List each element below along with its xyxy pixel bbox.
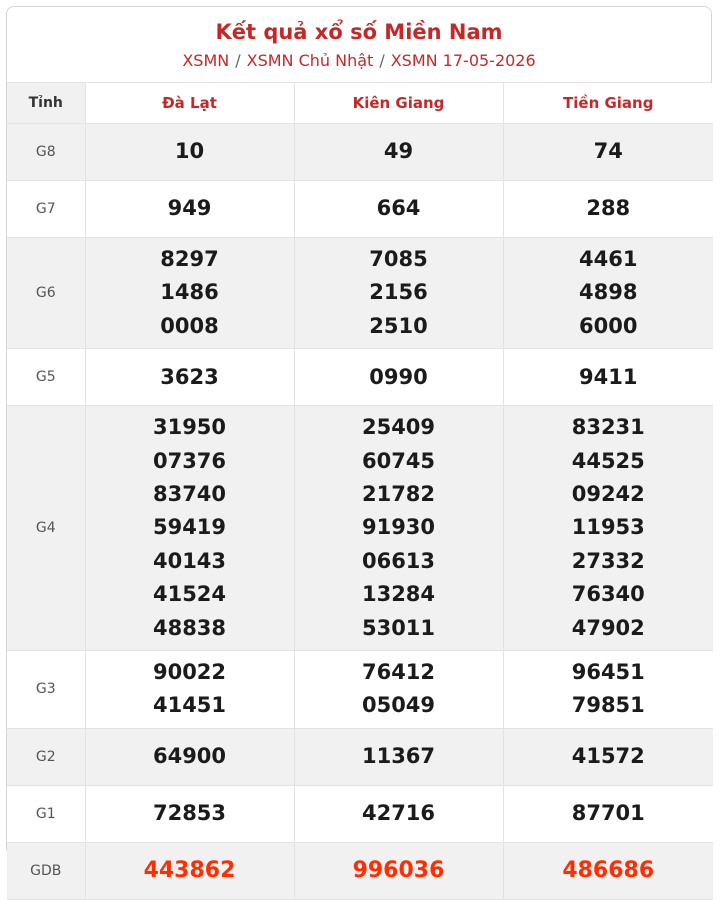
prize-number: 53011 — [361, 615, 436, 640]
prize-number: 41451 — [152, 693, 227, 718]
prize-number: 3623 — [160, 364, 219, 389]
prize-number: 4898 — [579, 280, 638, 305]
prize-cell — [85, 651, 294, 729]
prize-row — [7, 238, 713, 349]
prize-row — [7, 651, 713, 729]
prize-cell — [503, 124, 713, 181]
prize-cell — [503, 406, 713, 651]
prize-number: 664 — [376, 196, 421, 221]
prize-label: G7 — [7, 181, 85, 238]
prize-cell — [294, 406, 503, 651]
prize-number: 83231 — [571, 415, 645, 440]
prize-number: 1486 — [160, 280, 219, 305]
prize-cell — [85, 406, 294, 651]
page-title: Kết quả xổ số Miền Nam — [215, 20, 503, 44]
prize-cell — [294, 349, 503, 406]
prize-cell — [85, 785, 294, 842]
prize-cell — [85, 238, 294, 349]
prize-number: 74 — [593, 139, 623, 164]
prize-cell — [503, 181, 713, 238]
prize-number: 47902 — [571, 615, 645, 640]
prize-cell — [85, 181, 294, 238]
prize-cell — [503, 842, 713, 899]
results-header — [7, 7, 711, 83]
prize-cell — [503, 651, 713, 729]
prize-label: G6 — [7, 238, 85, 349]
prize-cell — [85, 728, 294, 785]
prize-number: 0990 — [369, 364, 428, 389]
results-table — [7, 83, 713, 900]
prize-number: 41524 — [152, 582, 227, 607]
prize-label: G3 — [7, 651, 85, 729]
prize-number: 2510 — [369, 313, 428, 338]
prize-cell — [294, 785, 503, 842]
prize-number: 64900 — [152, 744, 227, 769]
prize-label: G4 — [7, 406, 85, 651]
prize-row — [7, 728, 713, 785]
prize-label: GDB — [7, 842, 85, 899]
breadcrumb-xsmn[interactable]: XSMN — [182, 51, 230, 70]
prize-number: 25409 — [361, 415, 436, 440]
prize-row — [7, 406, 713, 651]
prize-cell — [503, 728, 713, 785]
prize-number: 4461 — [579, 247, 638, 271]
prize-row — [7, 124, 713, 181]
prize-number: 40143 — [152, 548, 227, 573]
prize-cell — [294, 651, 503, 729]
prize-number: 31950 — [152, 415, 227, 440]
prize-cell — [503, 785, 713, 842]
prize-number: 90022 — [152, 660, 227, 685]
prize-number: 2156 — [369, 280, 428, 305]
prize-cell — [294, 238, 503, 349]
prize-number: 06613 — [361, 548, 436, 573]
prize-number: 09242 — [571, 482, 645, 507]
prize-number: 87701 — [571, 801, 645, 826]
column-header-province[interactable]: Kiên Giang — [294, 83, 503, 124]
breadcrumb: XSMN / XSMN Chủ Nhật / XSMN 17-05-2026 — [182, 51, 536, 70]
prize-number: 7085 — [369, 247, 428, 271]
prize-number: 07376 — [152, 448, 227, 473]
results-card — [6, 6, 712, 884]
column-header-tinh: Tỉnh — [7, 83, 85, 124]
prize-number: 949 — [167, 196, 212, 221]
prize-cell — [503, 349, 713, 406]
prize-cell — [294, 181, 503, 238]
prize-label: G1 — [7, 785, 85, 842]
prize-label: G5 — [7, 349, 85, 406]
prize-number: 83740 — [152, 482, 227, 507]
prize-number: 59419 — [152, 515, 227, 540]
prize-cell — [294, 728, 503, 785]
prize-number: 41572 — [571, 744, 645, 769]
prize-number: 10 — [174, 139, 205, 164]
prize-number: 48838 — [152, 615, 227, 640]
prize-number: 96451 — [571, 660, 645, 685]
prize-number: 9411 — [579, 364, 638, 389]
special-prize-number: 996036 — [352, 858, 445, 884]
prize-number: 42716 — [361, 801, 436, 826]
prize-label: G2 — [7, 728, 85, 785]
prize-number: 6000 — [579, 313, 638, 338]
prize-number: 76340 — [571, 582, 645, 607]
prize-row — [7, 181, 713, 238]
prize-number: 13284 — [361, 582, 436, 607]
prize-number: 44525 — [571, 448, 645, 473]
prize-number: 0008 — [160, 313, 219, 338]
special-prize-number: 486686 — [562, 858, 655, 884]
prize-cell — [85, 124, 294, 181]
prize-number: 21782 — [361, 482, 436, 507]
prize-cell — [85, 842, 294, 899]
prize-number: 27332 — [571, 548, 645, 573]
prize-cell — [503, 238, 713, 349]
prize-number: 76412 — [361, 660, 436, 685]
prize-number: 79851 — [571, 693, 645, 718]
prize-cell — [294, 842, 503, 899]
prize-number: 60745 — [361, 448, 436, 473]
prize-row — [7, 842, 713, 899]
prize-number: 72853 — [152, 801, 227, 826]
prize-number: 8297 — [160, 247, 219, 271]
column-header-province[interactable]: Đà Lạt — [85, 83, 294, 124]
prize-label: G8 — [7, 124, 85, 181]
special-prize-number: 443862 — [143, 858, 236, 884]
breadcrumb-xsmn-chu-nhat[interactable]: XSMN Chủ Nhật — [246, 51, 374, 70]
table-header-row — [7, 83, 713, 124]
prize-number: 91930 — [361, 515, 436, 540]
prize-cell — [294, 124, 503, 181]
prize-number: 288 — [586, 196, 631, 221]
results-body — [7, 124, 713, 900]
prize-row — [7, 349, 713, 406]
prize-number: 11367 — [361, 744, 436, 769]
prize-cell — [85, 349, 294, 406]
column-header-province[interactable]: Tiền Giang — [503, 83, 713, 124]
breadcrumb-xsmn-date[interactable]: XSMN 17-05-2026 — [390, 51, 536, 70]
prize-number: 05049 — [361, 693, 436, 718]
prize-number: 49 — [383, 139, 414, 164]
prize-number: 11953 — [571, 515, 645, 540]
prize-row — [7, 785, 713, 842]
